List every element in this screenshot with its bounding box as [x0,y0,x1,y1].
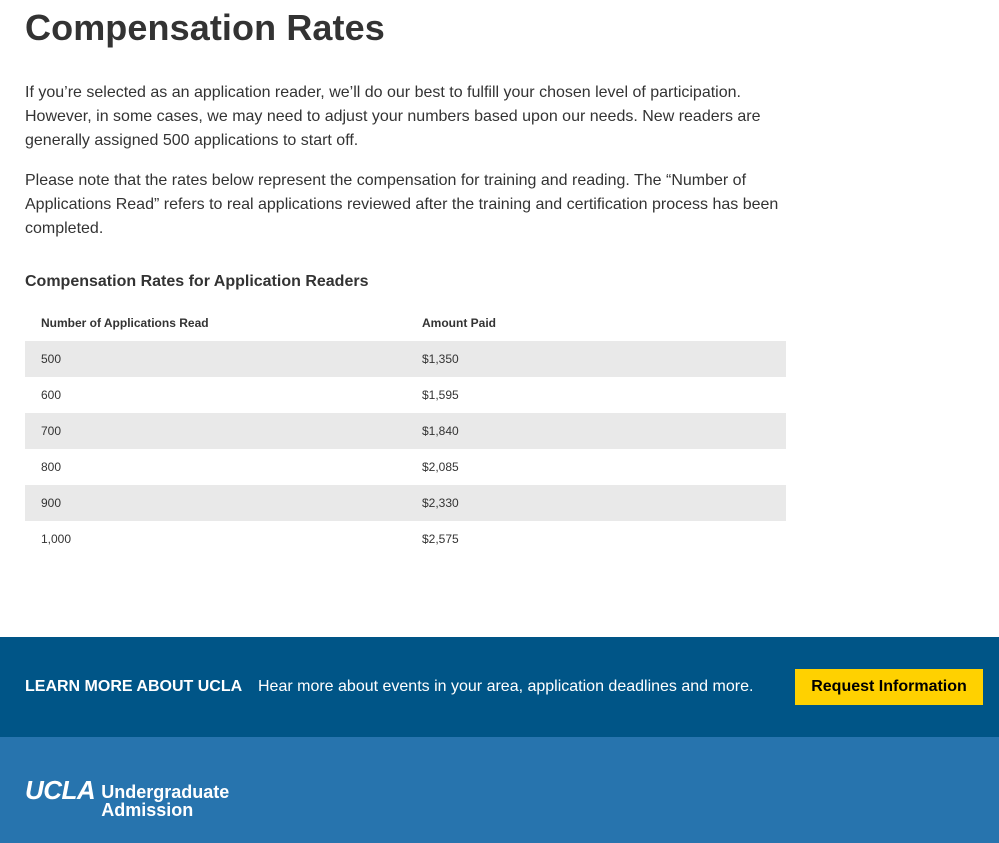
cell-applications: 800 [41,460,62,474]
table-row [25,377,786,413]
table-row [25,485,786,521]
logo-line-2: Admission [101,800,194,820]
rates-note-paragraph: Please note that the rates below represent the compensation for training and reading. The “Number of Applications Read” refers to real applications reviewed after the training and certification process has been completed. [25,172,779,237]
cell-amount: $1,840 [422,424,459,438]
table-row [25,521,786,557]
intro-paragraph: If you’re selected as an application reader, we’ll do our best to fulfill your chosen level of participation. However, in some cases, we may need to adjust your numbers based upon our needs. New readers are generally assigned 500 applications to start off. [25,84,761,149]
page-title: Compensation Rates [25,7,385,48]
cell-amount: $2,085 [422,460,459,474]
cta-heading: LEARN MORE ABOUT UCLA [25,678,243,695]
cell-applications: 600 [41,388,62,402]
logo-subtitle [101,783,229,819]
cell-amount: $2,575 [422,532,459,546]
learn-more-band [0,637,999,737]
table-header-row [25,305,786,341]
cell-applications: 500 [41,352,62,366]
ucla-admission-logo[interactable] [25,776,229,819]
rates-table [25,305,786,557]
column-header-applications: Number of Applications Read [41,316,209,330]
table-row [25,413,786,449]
table-title: Compensation Rates for Application Readers [25,273,369,290]
cta-text: Hear more about events in your area, application deadlines and more. [258,678,754,695]
ucla-wordmark: UCLA [25,775,96,805]
cell-amount: $1,350 [422,352,459,366]
column-header-amount: Amount Paid [422,316,496,330]
cell-applications: 1,000 [41,532,72,546]
table-row [25,449,786,485]
cell-applications: 900 [41,496,62,510]
footer [0,737,999,843]
cell-applications: 700 [41,424,62,438]
logo-line-1: Undergraduate [101,782,230,802]
table-row [25,341,786,377]
cell-amount: $2,330 [422,496,459,510]
request-information-button[interactable]: Request Information [795,669,983,705]
cell-amount: $1,595 [422,388,459,402]
